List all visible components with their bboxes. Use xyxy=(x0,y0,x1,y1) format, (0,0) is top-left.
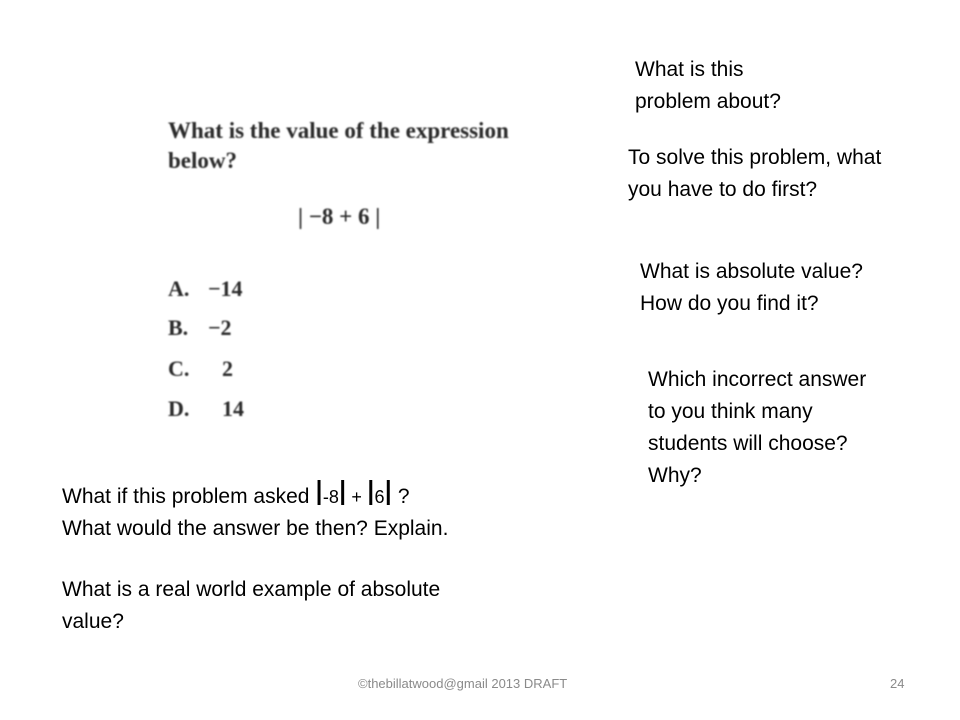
question-line: What is this xyxy=(635,58,744,81)
question-text: ? xyxy=(392,485,410,508)
option-letter: D. xyxy=(168,396,190,421)
question-line: What would the answer be then? Explain. xyxy=(62,517,449,540)
abs-bar: l xyxy=(338,475,347,513)
question-line: How do you find it? xyxy=(640,292,819,315)
question-line: To solve this problem, what xyxy=(628,146,882,169)
option-b xyxy=(168,315,268,341)
option-letter: C. xyxy=(168,356,190,381)
abs-number: 6 xyxy=(374,487,385,507)
question-line: value? xyxy=(62,610,124,633)
question-solve-first xyxy=(628,142,948,206)
option-letter: B. xyxy=(168,315,189,340)
question-line: Which incorrect answer xyxy=(648,368,867,391)
abs-number: -8 xyxy=(322,487,339,507)
question-line: What is a real world example of absolute xyxy=(62,578,441,601)
abs-bar: l xyxy=(384,475,393,513)
question-incorrect-answer xyxy=(648,364,938,492)
option-c xyxy=(168,356,282,382)
option-value: −2 xyxy=(208,315,232,340)
option-d xyxy=(168,396,282,422)
question-line: problem about? xyxy=(635,90,781,113)
question-line: Why? xyxy=(648,464,702,487)
question-line: to you think many xyxy=(648,400,813,423)
problem-image xyxy=(168,112,568,432)
question-line xyxy=(62,475,582,513)
question-absolute-value xyxy=(640,256,940,320)
option-a xyxy=(168,276,268,302)
problem-stem: What is the value of the expression below? xyxy=(168,118,509,173)
page-number: 24 xyxy=(890,676,905,691)
option-value: 14 xyxy=(222,396,244,421)
option-letter: A. xyxy=(168,276,190,301)
question-line: students will choose? xyxy=(648,432,848,455)
option-value: −14 xyxy=(208,276,243,301)
question-what-if xyxy=(62,475,582,545)
abs-bar: l xyxy=(366,475,375,513)
question-line: What is absolute value? xyxy=(640,260,863,283)
abs-bar: l xyxy=(315,475,323,513)
option-value: 2 xyxy=(222,356,233,381)
question-text: What if this problem asked xyxy=(62,485,316,508)
question-problem-about xyxy=(635,54,935,118)
problem-expression: | −8 + 6 | xyxy=(298,204,381,229)
question-real-world xyxy=(62,574,542,638)
footer-copyright: ©thebillatwood@gmail 2013 DRAFT xyxy=(358,676,568,691)
question-line: you have to do first? xyxy=(628,178,818,201)
plus-sign: + xyxy=(346,487,367,507)
